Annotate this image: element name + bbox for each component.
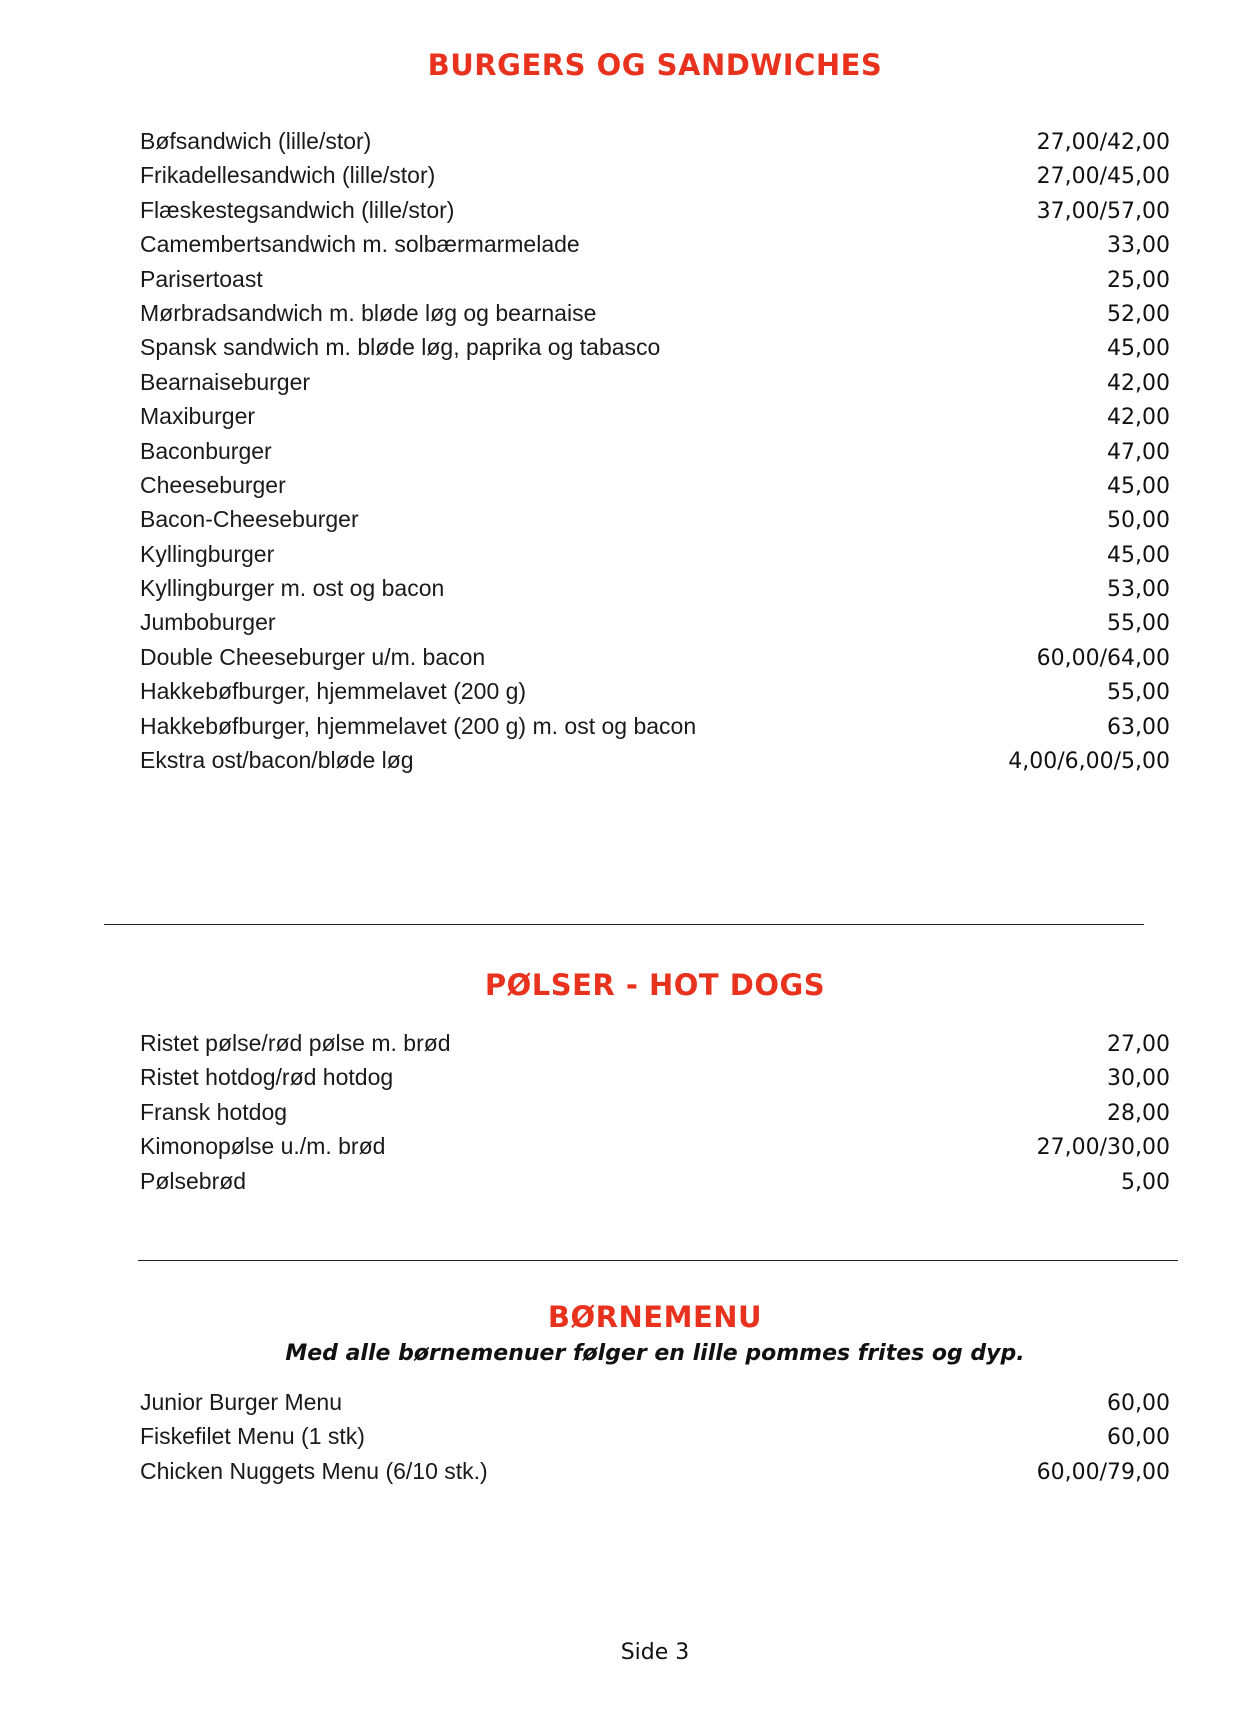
menu-item-name: Bacon-Cheeseburger <box>140 506 359 533</box>
menu-item <box>140 747 1170 781</box>
menu-item-price: 42,00 <box>1107 370 1170 396</box>
section-divider <box>104 924 1144 925</box>
menu-item-price: 30,00 <box>1107 1066 1170 1092</box>
menu-item <box>140 713 1170 747</box>
menu-item <box>140 609 1170 643</box>
menu-item-price: 27,00/30,00 <box>1036 1135 1170 1161</box>
menu-item <box>140 1030 1170 1064</box>
menu-item-price: 50,00 <box>1107 508 1170 534</box>
menu-item-price: 42,00 <box>1107 405 1170 431</box>
menu-item-price: 60,00 <box>1107 1425 1170 1451</box>
menu-item <box>140 162 1170 196</box>
menu-item-name: Hakkebøfburger, hjemmelavet (200 g) m. ost og bacon <box>140 712 697 739</box>
menu-item <box>140 678 1170 712</box>
kids-subtitle: Med alle børnemenuer følger en lille pommes frites og dyp. <box>285 1341 1025 1366</box>
menu-item-name: Frikadellesandwich (lille/stor) <box>140 162 436 189</box>
menu-item-price: 37,00/57,00 <box>1036 198 1170 224</box>
menu-item <box>140 300 1170 334</box>
menu-item-name: Spansk sandwich m. bløde løg, paprika og tabasco <box>140 334 661 361</box>
menu-item-name: Chicken Nuggets Menu (6/10 stk.) <box>140 1457 488 1484</box>
menu-item-name: Fransk hotdog <box>140 1098 288 1125</box>
menu-item-name: Fiskefilet Menu (1 stk) <box>140 1423 365 1450</box>
menu-item-price: 5,00 <box>1121 1169 1170 1195</box>
menu-item-name: Junior Burger Menu <box>140 1389 342 1415</box>
menu-item-name: Kyllingburger m. ost og bacon <box>140 575 445 602</box>
menu-item-price: 33,00 <box>1107 233 1170 259</box>
menu-item <box>140 541 1170 575</box>
hotdogs-list <box>140 1030 1170 1202</box>
menu-item-price: 55,00 <box>1107 680 1170 706</box>
menu-item <box>140 506 1170 540</box>
menu-item <box>140 1133 1170 1167</box>
menu-item-price: 27,00/42,00 <box>1036 130 1170 155</box>
menu-item-name: Ristet hotdog/rød hotdog <box>140 1064 394 1091</box>
menu-item <box>140 1168 1170 1202</box>
menu-item-name: Jumboburger <box>140 609 276 636</box>
menu-item-name: Double Cheeseburger u/m. bacon <box>140 643 486 670</box>
kids-heading: BØRNEMENU <box>547 1300 763 1334</box>
menu-item <box>140 334 1170 368</box>
menu-item <box>140 472 1170 506</box>
menu-item-price: 47,00 <box>1107 439 1170 465</box>
menu-item-price: 25,00 <box>1107 267 1170 293</box>
menu-item-name: Bøfsandwich (lille/stor) <box>140 128 372 154</box>
menu-item <box>140 1423 1170 1457</box>
kids-list <box>140 1389 1170 1492</box>
menu-item-name: Pølsebrød <box>140 1167 247 1194</box>
menu-item-price: 4,00/6,00/5,00 <box>1008 749 1170 775</box>
menu-item <box>140 1064 1170 1098</box>
menu-item-name: Baconburger <box>140 437 272 464</box>
menu-item-name: Flæskestegsandwich (lille/stor) <box>140 196 455 223</box>
menu-item-name: Bearnaiseburger <box>140 368 311 395</box>
menu-item-price: 53,00 <box>1107 577 1170 603</box>
menu-item-name: Mørbradsandwich m. bløde løg og bearnaise <box>140 299 597 326</box>
menu-item <box>140 266 1170 300</box>
menu-item-price: 45,00 <box>1107 336 1170 362</box>
menu-item-price: 60,00/79,00 <box>1036 1459 1170 1485</box>
burgers-list <box>140 128 1170 781</box>
menu-item-price: 60,00 <box>1107 1391 1170 1416</box>
menu-item-name: Ristet pølse/rød pølse m. brød <box>140 1030 451 1056</box>
menu-item-name: Camembertsandwich m. solbærmarmelade <box>140 231 580 258</box>
hotdogs-heading: PØLSER - HOT DOGS <box>484 968 826 1002</box>
menu-item <box>140 1458 1170 1492</box>
menu-item-price: 45,00 <box>1107 542 1170 568</box>
section-divider <box>138 1260 1178 1261</box>
page-number: Side 3 <box>620 1640 690 1665</box>
menu-item-price: 52,00 <box>1107 301 1170 327</box>
menu-item <box>140 1099 1170 1133</box>
menu-item <box>140 369 1170 403</box>
menu-item-name: Maxiburger <box>140 403 256 430</box>
menu-item <box>140 197 1170 231</box>
menu-item-name: Ekstra ost/bacon/bløde løg <box>140 747 414 774</box>
menu-item-price: 27,00 <box>1107 1032 1170 1057</box>
menu-item-price: 63,00 <box>1107 714 1170 740</box>
menu-item-price: 27,00/45,00 <box>1036 164 1170 190</box>
menu-item-price: 55,00 <box>1107 611 1170 637</box>
menu-item <box>140 644 1170 678</box>
menu-item-name: Cheeseburger <box>140 471 286 498</box>
menu-item <box>140 128 1170 162</box>
menu-item <box>140 575 1170 609</box>
menu-item-name: Hakkebøfburger, hjemmelavet (200 g) <box>140 678 527 705</box>
menu-item-name: Kimonopølse u./m. brød <box>140 1133 386 1160</box>
menu-item <box>140 403 1170 437</box>
menu-item-price: 28,00 <box>1107 1100 1170 1126</box>
menu-item <box>140 1389 1170 1423</box>
menu-item <box>140 231 1170 265</box>
menu-item-name: Kyllingburger <box>140 540 275 567</box>
menu-item-price: 45,00 <box>1107 473 1170 499</box>
burgers-heading: BURGERS OG SANDWICHES <box>427 48 883 82</box>
menu-item <box>140 438 1170 472</box>
menu-item-name: Parisertoast <box>140 265 263 292</box>
menu-item-price: 60,00/64,00 <box>1036 645 1170 671</box>
